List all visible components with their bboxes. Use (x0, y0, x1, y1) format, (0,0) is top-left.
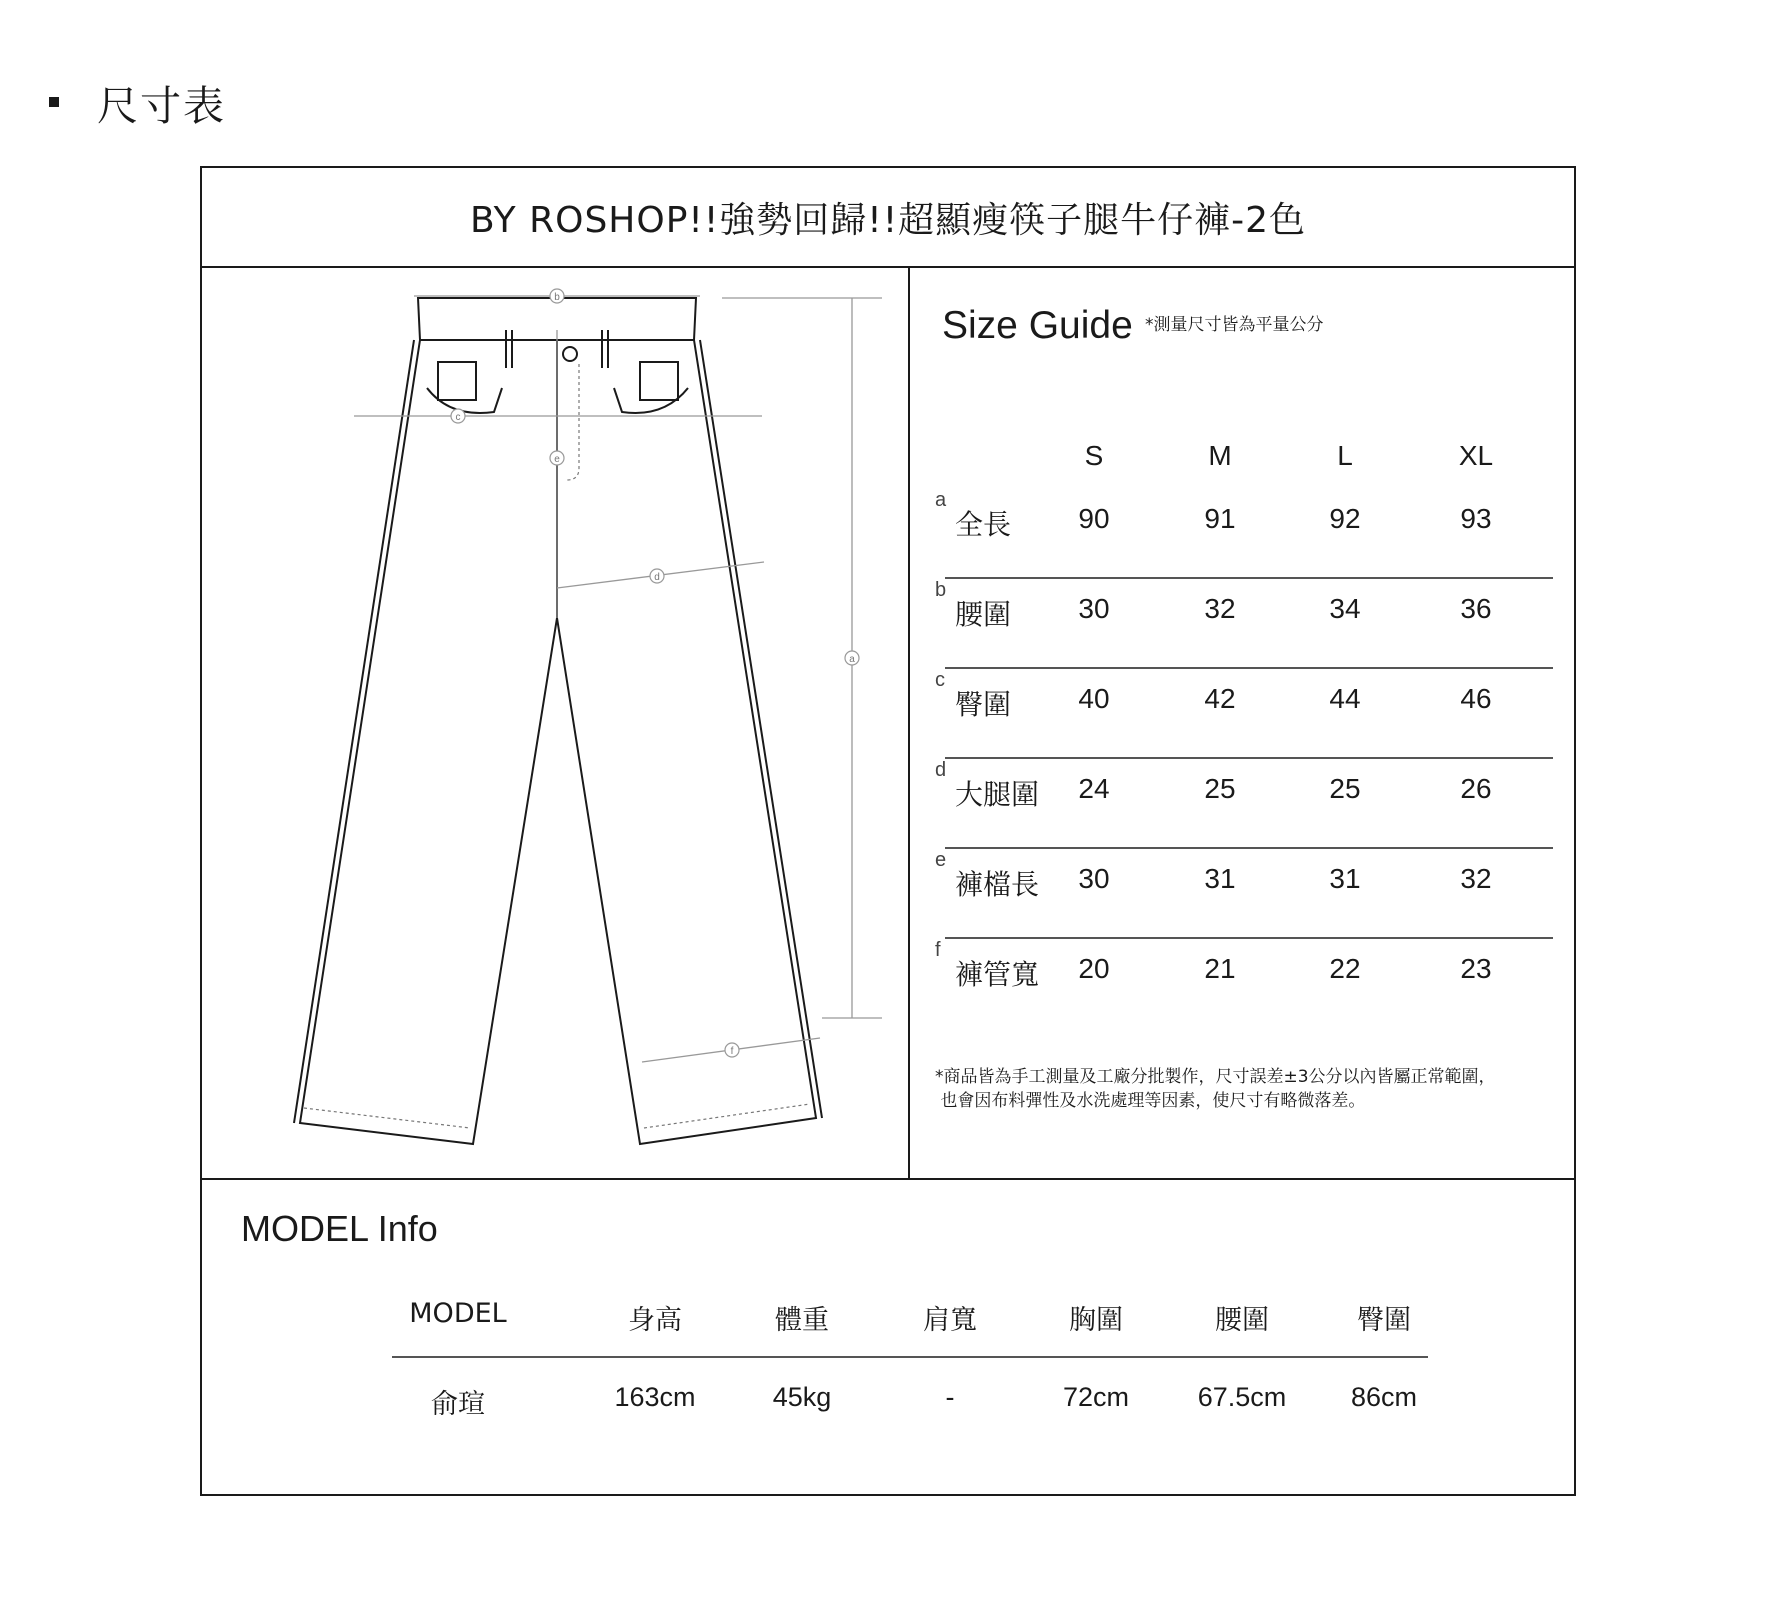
section-title: 尺寸表 (97, 81, 226, 130)
size-row-rise (910, 849, 1576, 939)
svg-text:d: d (654, 572, 660, 583)
value-m: 31 (1204, 863, 1236, 894)
model-name: 俞瑄 (431, 1389, 485, 1419)
left-side-seam (294, 340, 414, 1123)
row-letter: a (935, 489, 947, 511)
measurement-lines (354, 296, 882, 1062)
model-hip: 86cm (1350, 1382, 1418, 1412)
size-header-xl: XL (1458, 440, 1494, 471)
left-hem-stitch (304, 1108, 470, 1128)
right-hem-stitch (644, 1104, 810, 1128)
model-header-waist: 腰圍 (1215, 1305, 1269, 1336)
svg-text:a: a (849, 654, 855, 665)
model-info-panel (202, 1178, 1574, 1496)
section-heading (49, 72, 226, 132)
svg-text:f: f (730, 1046, 734, 1057)
row-label: 大腿圍 (955, 778, 1040, 811)
value-l: 34 (1329, 593, 1361, 624)
size-row-hip (910, 669, 1576, 759)
size-header-m: M (1208, 440, 1232, 471)
value-l: 92 (1329, 503, 1361, 534)
row-label: 全長 (955, 508, 1012, 541)
value-xl: 93 (1460, 503, 1492, 534)
size-chart-card (200, 166, 1576, 1496)
model-shoulder: - (945, 1382, 955, 1412)
left-coin-pocket (438, 362, 476, 400)
value-xl: 23 (1460, 953, 1492, 984)
value-l: 31 (1329, 863, 1361, 894)
value-s: 20 (1078, 953, 1110, 984)
value-l: 25 (1329, 773, 1361, 804)
pants-diagram-panel (202, 268, 910, 1178)
value-l: 22 (1329, 953, 1361, 984)
size-guide-title: Size Guide (942, 304, 1133, 347)
model-height: 163cm (614, 1382, 696, 1412)
model-waist: 67.5cm (1197, 1382, 1287, 1412)
button-icon (563, 347, 577, 361)
right-leg-outline (557, 340, 816, 1144)
size-guide-panel (910, 268, 1576, 1178)
row-letter: d (935, 759, 947, 781)
value-xl: 26 (1460, 773, 1492, 804)
marker-f (725, 1043, 739, 1057)
row-label: 腰圍 (955, 598, 1012, 631)
marker-d (650, 569, 664, 583)
row-label: 褲檔長 (955, 868, 1040, 901)
value-s: 24 (1078, 773, 1110, 804)
model-header-height: 身高 (628, 1305, 682, 1336)
value-m: 21 (1204, 953, 1236, 984)
model-header-weight: 體重 (775, 1305, 829, 1336)
model-chest: 72cm (1062, 1382, 1130, 1412)
svg-text:b: b (554, 292, 560, 303)
model-header-chest: 胸圍 (1069, 1305, 1123, 1336)
value-xl: 46 (1460, 683, 1492, 714)
marker-b (550, 289, 564, 303)
value-s: 30 (1078, 863, 1110, 894)
size-row-total-length (910, 489, 1576, 579)
jeans-outline-diagram (202, 268, 910, 1178)
marker-e (550, 451, 564, 465)
row-label: 臀圍 (955, 688, 1012, 721)
value-s: 90 (1078, 503, 1110, 534)
right-coin-pocket (640, 362, 678, 400)
model-header-hip: 臀圍 (1357, 1305, 1411, 1336)
size-row-waist (910, 579, 1576, 669)
row-letter: c (935, 669, 945, 691)
svg-text:c: c (455, 412, 461, 423)
bullet-icon (49, 97, 59, 107)
row-letter: b (935, 579, 947, 601)
value-s: 30 (1078, 593, 1110, 624)
model-weight: 45kg (772, 1382, 832, 1412)
measurement-disclaimer: *商品皆為手工測量及工廠分批製作，尺寸誤差±3公分以內皆屬正常範圍， 也會因布料彈性及水洗處理等因素，使尺寸有略微落差。 (935, 1067, 1496, 1111)
row-letter: f (935, 939, 941, 961)
model-table-divider (392, 1356, 1428, 1358)
measurement-note: *測量尺寸皆為平量公分 (1145, 315, 1324, 335)
svg-text:e: e (554, 454, 560, 465)
marker-a (845, 651, 859, 665)
size-row-hem-width (910, 939, 1576, 1029)
size-header-l: L (1337, 440, 1353, 471)
row-letter: e (935, 849, 947, 871)
value-s: 40 (1078, 683, 1110, 714)
value-l: 44 (1329, 683, 1361, 714)
model-header-model: MODEL (409, 1298, 507, 1329)
value-m: 42 (1204, 683, 1236, 714)
product-title: BY ROSHOP!!強勢回歸!!超顯瘦筷子腿牛仔褲-2色 (202, 168, 1574, 268)
right-side-seam (700, 340, 822, 1118)
marker-c (451, 409, 465, 423)
measurement-markers (451, 289, 859, 1057)
size-row-thigh (910, 759, 1576, 849)
value-xl: 32 (1460, 863, 1492, 894)
value-xl: 36 (1460, 593, 1492, 624)
model-info-title: MODEL Info (241, 1208, 438, 1249)
jeans-outline (294, 298, 822, 1144)
left-leg-outline (300, 340, 557, 1144)
fly-stitch (567, 364, 579, 480)
row-label: 褲管寬 (955, 958, 1040, 991)
size-header-s: S (1084, 440, 1104, 471)
value-m: 91 (1204, 503, 1236, 534)
value-m: 32 (1204, 593, 1236, 624)
value-m: 25 (1204, 773, 1236, 804)
model-header-shoulder: 肩寬 (923, 1305, 977, 1336)
